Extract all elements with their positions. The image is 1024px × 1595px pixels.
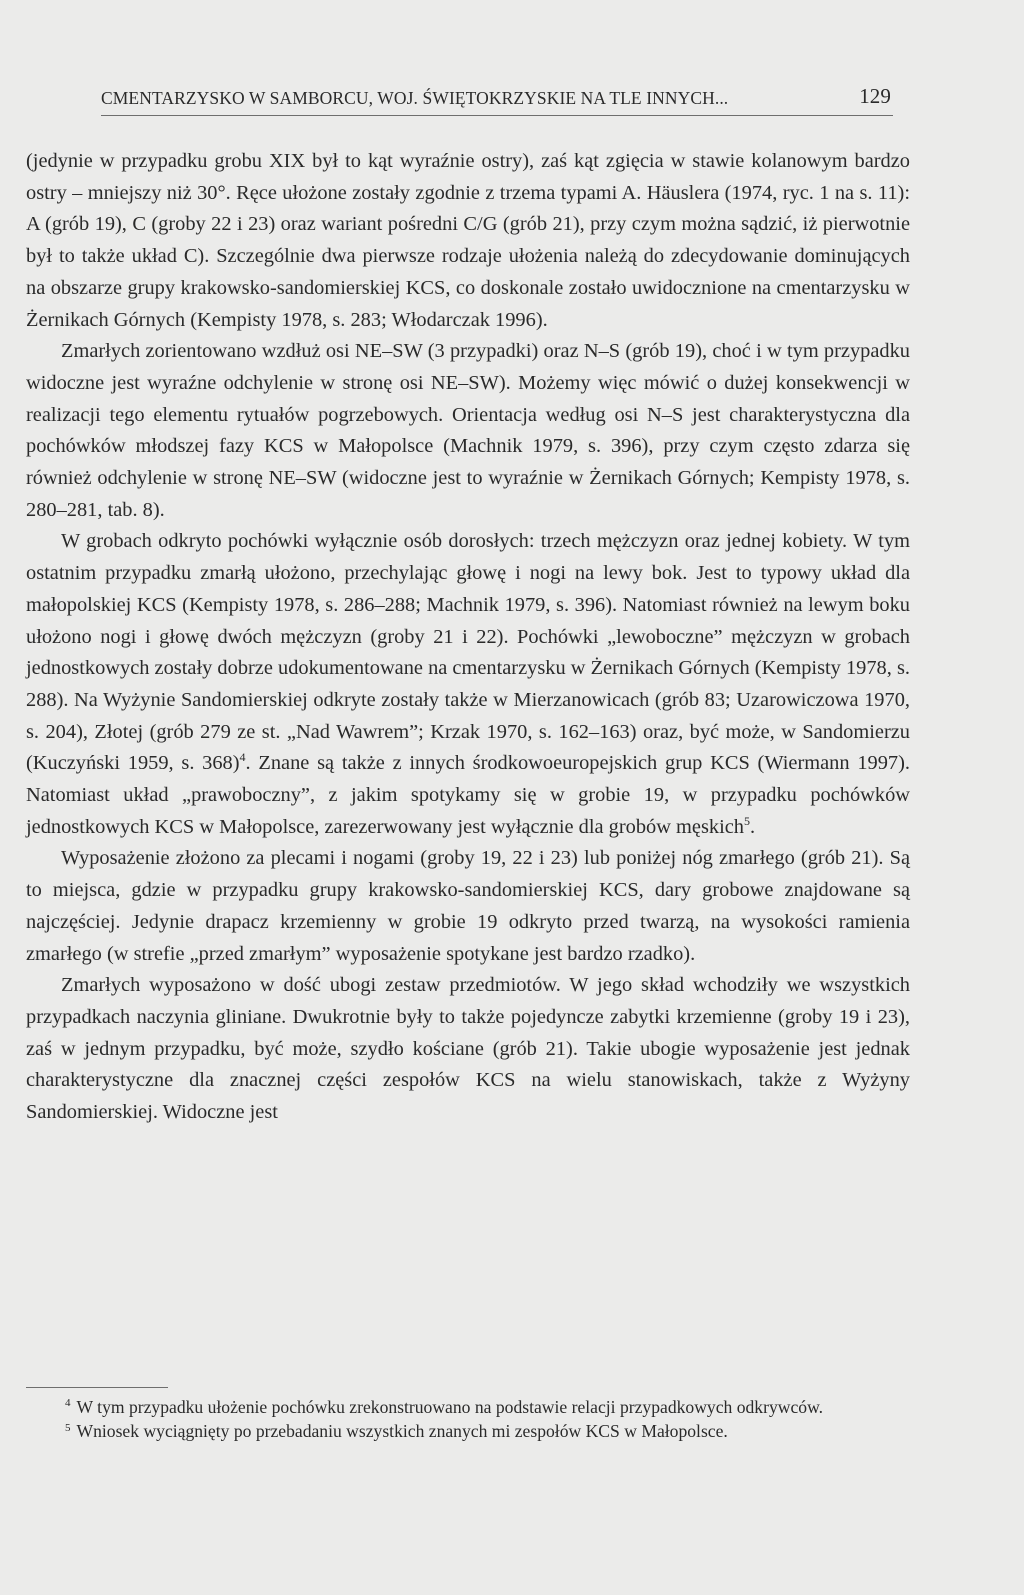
running-head <box>101 84 891 114</box>
paragraph-4: Wyposażenie złożono za plecami i nogami (groby 19, 22 i 23) lub poniżej nóg zmarłego (grób 21). Są to miejsca, gdzie w przypadku grupy krakowsko-sandomierskiej KCS, dary grobowe znajdowane są najczęściej. Jedynie drapacz krzemienny w grobie 19 odkryto przed twarzą, na wysokości ramienia zmarłego (w strefie „przed zmarłym” wyposażenie spotykane jest bardzo rzadko). <box>26 847 910 965</box>
footnotes <box>26 1395 910 1444</box>
page-number: 129 <box>859 84 891 108</box>
header-rule <box>101 115 893 116</box>
paragraph-3 <box>26 526 910 843</box>
body-text <box>26 146 910 1129</box>
footnote-ref-4[interactable]: 4 <box>239 750 246 765</box>
running-title: CMENTARZYSKO W SAMBORCU, WOJ. ŚWIĘTOKRZYSKIE NA TLE INNYCH... <box>101 88 729 108</box>
paragraph-5: Zmarłych wyposażono w dość ubogi zestaw przedmiotów. W jego skład wchodziły we wszystkich przypadkach naczynia gliniane. Dwukrotnie były to także pojedyncze zabytki krzemienne (groby 19 i 23), zaś w jednym przypadku, być może, szydło kościane (grób 21). Takie ubogie wyposażenie jest jednak charakterystyczne dla znacznej części zespołów KCS na wielu stanowiskach, także z Wyżyny Sandomierskiej. Widoczne jest <box>26 974 910 1124</box>
paragraph-1: (jedynie w przypadku grobu XIX był to kąt wyraźnie ostry), zaś kąt zgięcia w stawie kolanowym bardzo ostry – mniejszy niż 30°. Ręce ułożone zostały zgodnie z trzema typami A. Häuslera (1974, ryc. 1 na s. 11): A (grób 19), C (groby 22 i 23) oraz wariant pośredni C/G (grób 21), przy czym można sądzić, iż pierwotnie był to także układ C). Szczególnie dwa pierwsze rodzaje ułożenia należą do zdecydowanie dominujących na obszarze grupy krakowsko-sandomierskiej KCS, co doskonale zostało uwidocznione na cmentarzysku w Żernikach Górnych (Kempisty 1978, s. 283; Włodarczak 1996). <box>26 150 910 331</box>
footnote-4 <box>26 1395 910 1419</box>
footnote-5-mark: 5 <box>65 1421 71 1434</box>
footnote-4-mark: 4 <box>65 1397 71 1410</box>
footnote-5 <box>26 1419 910 1443</box>
footnote-ref-5[interactable]: 5 <box>744 813 751 828</box>
paragraph-3-part-3: . <box>750 815 756 838</box>
footnote-4-text: W tym przypadku ułożenie pochówku zrekonstruowano na podstawie relacji przypadkowych odkrywców. <box>76 1397 824 1417</box>
footnote-5-text: Wniosek wyciągnięty po przebadaniu wszystkich znanych mi zespołów KCS w Małopolsce. <box>76 1421 728 1442</box>
paragraph-3-part-2: . Znane są także z innych środkowoeuropejskich grup KCS (Wiermann 1997). Natomiast układ „prawoboczny”, z jakim spotykamy się w grobie 19, w przypadku pochówków jednostkowych KCS w Małopolsce, zarezerwowany jest wyłącznie dla grobów męskich <box>26 752 910 838</box>
paragraph-2: Zmarłych zorientowano wzdłuż osi NE–SW (3 przypadki) oraz N–S (grób 19), choć i w tym przypadku widoczne jest wyraźne odchylenie w stronę osi NE–SW). Możemy więc mówić o dużej konsekwencji w realizacji tego elementu rytuałów pogrzebowych. Orientacja według osi N–S jest charakterystyczna dla pochówków młodszej fazy KCS w Małopolsce (Machnik 1979, s. 396), przy czym często zdarza się również odchylenie w stronę NE–SW (widoczne jest to wyraźnie w Żernikach Górnych; Kempisty 1978, s. 280–281, tab. 8). <box>26 340 910 521</box>
footnote-rule <box>26 1387 168 1388</box>
paragraph-3-part-1: W grobach odkryto pochówki wyłącznie osób dorosłych: trzech mężczyzn oraz jednej kobiety. W tym ostatnim przypadku zmarłą ułożono, przechylając głowę i nogi na lewy bok. Jest to typowy układ dla małopolskiej KCS (Kempisty 1978, s. 286–288; Machnik 1979, s. 396). Natomiast również na lewym boku ułożono nogi i głowę dwóch mężczyzn (groby 21 i 22). Pochówki „lewoboczne” mężczyzn w grobach jednostkowych zostały dobrze udokumentowane na cmentarzysku w Żernikach Górnych (Kempisty 1978, s. 288). Na Wyżynie Sandomierskiej odkryte zostały także w Mierzanowicach (grób 83; Uzarowiczowa 1970, s. 204), Złotej (grób 279 ze st. „Nad Wawrem”; Krzak 1970, s. 162–163) oraz, być może, w Sandomierzu (Kuczyński 1959, s. 368) <box>26 530 910 775</box>
